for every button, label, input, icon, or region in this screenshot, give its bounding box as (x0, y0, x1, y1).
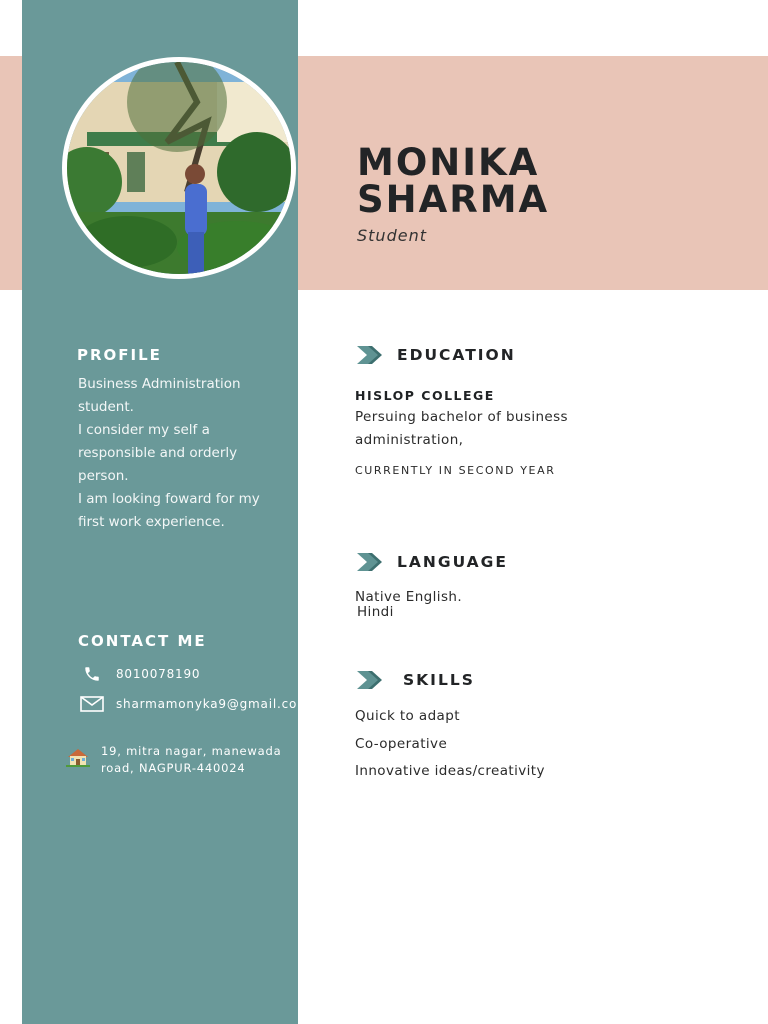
phone-row (78, 665, 200, 683)
email-row (78, 696, 310, 712)
profile-line: Business Administration (78, 376, 241, 392)
education-line: administration, (355, 432, 464, 448)
profile-line: I am looking foward for my (78, 491, 260, 507)
skill-item: Co-operative (355, 735, 448, 752)
education-section-header (357, 346, 516, 364)
profile-heading: PROFILE (77, 346, 162, 364)
skills-heading: SKILLS (403, 671, 475, 689)
contact-heading: CONTACT ME (78, 632, 207, 650)
envelope-icon (78, 696, 106, 712)
language-heading: LANGUAGE (397, 553, 508, 571)
address-row (66, 743, 281, 777)
skill-item: Quick to adapt (355, 708, 460, 724)
candidate-name (357, 141, 550, 221)
chevron-right-icon (357, 346, 383, 364)
language-list (355, 590, 462, 620)
language-item: Hindi (357, 604, 394, 620)
phone-number[interactable]: 8010078190 (116, 667, 201, 681)
chevron-right-icon (357, 553, 383, 571)
college-name: HISLOP COLLEGE (355, 388, 495, 403)
profile-line: responsible and orderly (78, 445, 238, 461)
education-status: CURRENTLY IN SECOND YEAR (355, 464, 556, 477)
profile-photo (62, 57, 296, 279)
house-icon (66, 747, 92, 772)
skill-item: Innovative ideas/creativity (355, 763, 545, 779)
education-heading: EDUCATION (397, 346, 516, 364)
address-line: 19, mitra nagar, manewada (101, 744, 282, 758)
language-section-header (357, 553, 508, 571)
language-item: Native English. (355, 589, 463, 605)
job-title: Student (357, 226, 427, 245)
education-line: Persuing bachelor of business (355, 409, 568, 425)
skills-section-header (357, 671, 475, 689)
first-name: MONIKA (357, 141, 540, 184)
email-address[interactable]: sharmamonyka9@gmail.com (116, 697, 310, 711)
last-name: SHARMA (357, 178, 550, 221)
profile-line: student. (78, 399, 134, 415)
education-description (355, 406, 568, 452)
profile-line: first work experience. (78, 514, 225, 530)
skills-list (355, 703, 545, 786)
chevron-right-icon (357, 671, 383, 689)
profile-text (78, 373, 283, 534)
phone-icon (78, 665, 106, 683)
profile-line: person. (78, 468, 129, 484)
profile-line: I consider my self a (78, 422, 210, 438)
address-line: road, NAGPUR-440024 (101, 761, 246, 775)
